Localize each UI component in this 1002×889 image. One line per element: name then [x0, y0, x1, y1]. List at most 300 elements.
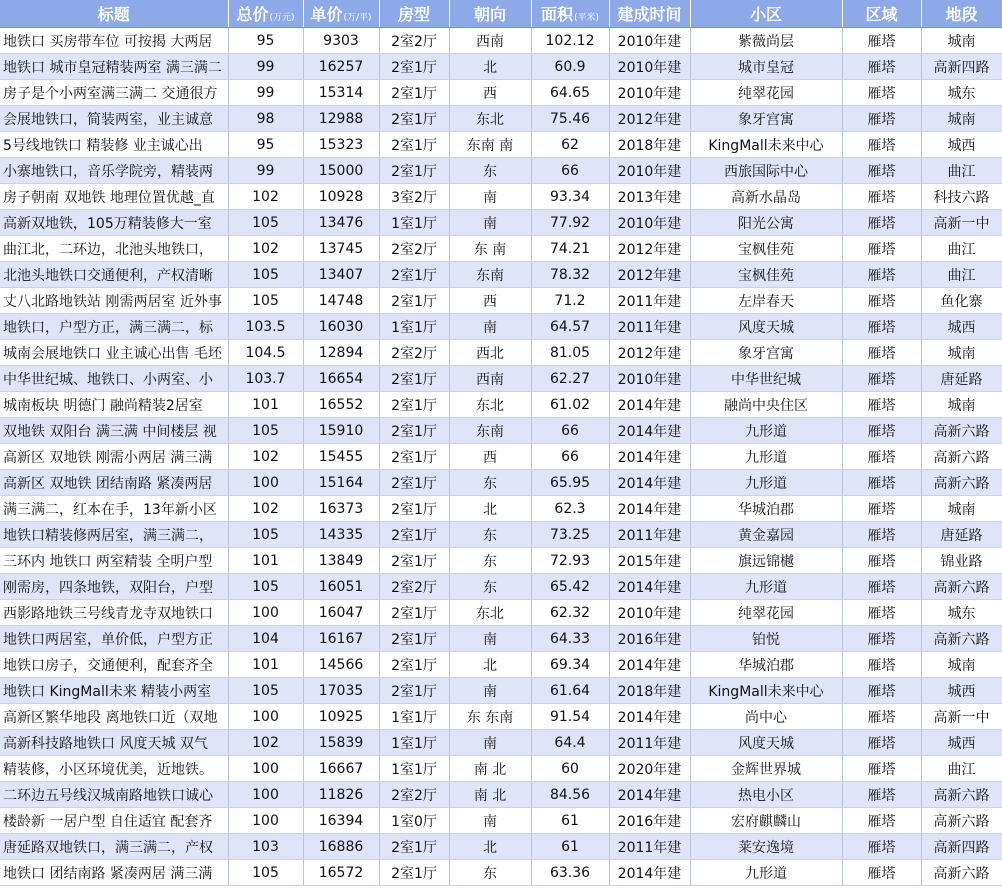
cell-total-price: 105	[228, 574, 303, 600]
cell-total-price: 102	[228, 184, 303, 210]
cell-orientation: 西	[449, 444, 531, 470]
table-row[interactable]	[0, 392, 1002, 418]
cell-community: 九形道	[690, 444, 842, 470]
cell-location: 高新六路	[921, 418, 1002, 444]
cell-unit-price: 13745	[303, 236, 379, 262]
cell-location: 唐延路	[921, 366, 1002, 392]
cell-community: 中华世纪城	[690, 366, 842, 392]
cell-layout: 2室2厅	[379, 574, 449, 600]
cell-total-price: 101	[228, 652, 303, 678]
cell-community: 尚中心	[690, 704, 842, 730]
cell-location: 高新六路	[921, 470, 1002, 496]
cell-location: 高新六路	[921, 860, 1002, 886]
cell-built: 2014年建	[609, 782, 690, 808]
table-row[interactable]	[0, 834, 1002, 860]
cell-community: 华城泊郡	[690, 496, 842, 522]
table-row[interactable]	[0, 132, 1002, 158]
cell-built: 2012年建	[609, 106, 690, 132]
cell-orientation: 西南	[449, 28, 531, 54]
table-row[interactable]	[0, 28, 1002, 54]
cell-built: 2014年建	[609, 418, 690, 444]
cell-district: 雁塔	[842, 808, 921, 834]
cell-orientation: 南 北	[449, 782, 531, 808]
cell-layout: 2室1厅	[379, 288, 449, 314]
cell-total-price: 104.5	[228, 340, 303, 366]
area-unit: (平米)	[573, 13, 600, 23]
cell-layout: 2室1厅	[379, 860, 449, 886]
cell-location: 鱼化寨	[921, 288, 1002, 314]
cell-layout: 2室1厅	[379, 522, 449, 548]
cell-area: 60	[531, 756, 609, 782]
cell-unit-price: 14335	[303, 522, 379, 548]
cell-location: 城南	[921, 392, 1002, 418]
cell-total-price: 99	[228, 54, 303, 80]
cell-orientation: 北	[449, 54, 531, 80]
cell-orientation: 西	[449, 80, 531, 106]
table-row[interactable]	[0, 626, 1002, 652]
cell-location: 高新六路	[921, 808, 1002, 834]
cell-orientation: 东北	[449, 106, 531, 132]
cell-unit-price: 13849	[303, 548, 379, 574]
cell-location: 高新六路	[921, 574, 1002, 600]
cell-total-price: 100	[228, 782, 303, 808]
cell-community: 九形道	[690, 574, 842, 600]
cell-title: 地铁口房子，交通便利，配套齐全	[0, 652, 228, 678]
cell-layout: 2室1厅	[379, 834, 449, 860]
cell-layout: 2室1厅	[379, 262, 449, 288]
cell-unit-price: 12894	[303, 340, 379, 366]
cell-total-price: 102	[228, 730, 303, 756]
cell-built: 2010年建	[609, 54, 690, 80]
cell-layout: 2室1厅	[379, 678, 449, 704]
cell-title: 地铁口，户型方正，满三满二，标	[0, 314, 228, 340]
cell-layout: 3室2厅	[379, 184, 449, 210]
cell-area: 74.21	[531, 236, 609, 262]
cell-total-price: 100	[228, 808, 303, 834]
cell-title: 地铁口精装修两居室，满三满二，	[0, 522, 228, 548]
cell-community: 城市皇冠	[690, 54, 842, 80]
cell-orientation: 南 北	[449, 756, 531, 782]
cell-district: 雁塔	[842, 366, 921, 392]
cell-district: 雁塔	[842, 132, 921, 158]
cell-community: 高新水晶岛	[690, 184, 842, 210]
cell-total-price: 99	[228, 158, 303, 184]
cell-layout: 2室1厅	[379, 418, 449, 444]
cell-district: 雁塔	[842, 236, 921, 262]
table-row[interactable]	[0, 158, 1002, 184]
cell-community: KingMall未来中心	[690, 132, 842, 158]
cell-unit-price: 15455	[303, 444, 379, 470]
table-row[interactable]	[0, 236, 1002, 262]
cell-location: 城西	[921, 132, 1002, 158]
cell-district: 雁塔	[842, 418, 921, 444]
cell-unit-price: 15164	[303, 470, 379, 496]
cell-layout: 2室2厅	[379, 236, 449, 262]
cell-built: 2016年建	[609, 626, 690, 652]
cell-district: 雁塔	[842, 106, 921, 132]
cell-area: 93.34	[531, 184, 609, 210]
col-header-orientation[interactable]: 朝向	[449, 0, 531, 28]
cell-built: 2010年建	[609, 210, 690, 236]
cell-built: 2018年建	[609, 132, 690, 158]
cell-location: 城西	[921, 678, 1002, 704]
cell-built: 2014年建	[609, 704, 690, 730]
cell-district: 雁塔	[842, 548, 921, 574]
cell-district: 雁塔	[842, 392, 921, 418]
cell-total-price: 105	[228, 678, 303, 704]
cell-area: 64.57	[531, 314, 609, 340]
cell-title: 5号线地铁口 精装修 业主诚心出	[0, 132, 228, 158]
cell-orientation: 南	[449, 210, 531, 236]
cell-area: 64.65	[531, 80, 609, 106]
cell-total-price: 105	[228, 860, 303, 886]
table-row[interactable]	[0, 418, 1002, 444]
header-row	[0, 0, 1002, 28]
cell-layout: 1室0厅	[379, 808, 449, 834]
cell-district: 雁塔	[842, 28, 921, 54]
cell-title: 高新区 双地铁 刚需小两居 满三满	[0, 444, 228, 470]
cell-orientation: 北	[449, 652, 531, 678]
cell-total-price: 105	[228, 210, 303, 236]
cell-community: 象牙宫寓	[690, 340, 842, 366]
cell-layout: 2室2厅	[379, 782, 449, 808]
cell-title: 会展地铁口，简装两室，业主诚意	[0, 106, 228, 132]
table-row[interactable]	[0, 262, 1002, 288]
cell-orientation: 西南	[449, 366, 531, 392]
cell-orientation: 东	[449, 522, 531, 548]
cell-title: 地铁口 城市皇冠精装两室 满三满二	[0, 54, 228, 80]
cell-built: 2012年建	[609, 236, 690, 262]
cell-title: 地铁口 KingMall未来 精装小两室	[0, 678, 228, 704]
cell-district: 雁塔	[842, 600, 921, 626]
table-row[interactable]	[0, 54, 1002, 80]
cell-area: 61.02	[531, 392, 609, 418]
table-row[interactable]	[0, 574, 1002, 600]
cell-unit-price: 14566	[303, 652, 379, 678]
cell-title: 北池头地铁口交通便利，产权清晰	[0, 262, 228, 288]
cell-unit-price: 17035	[303, 678, 379, 704]
cell-total-price: 100	[228, 470, 303, 496]
cell-title: 地铁口 团结南路 紧凑两居 满三满	[0, 860, 228, 886]
table-row[interactable]	[0, 80, 1002, 106]
cell-total-price: 99	[228, 80, 303, 106]
col-header-location[interactable]: 地段	[921, 0, 1002, 28]
cell-community: KingMall未来中心	[690, 678, 842, 704]
cell-layout: 2室2厅	[379, 340, 449, 366]
cell-community: 九形道	[690, 860, 842, 886]
cell-district: 雁塔	[842, 704, 921, 730]
col-header-unit-price[interactable]: 单价(万/平)	[303, 0, 379, 28]
cell-area: 66	[531, 418, 609, 444]
table-row[interactable]	[0, 860, 1002, 886]
cell-area: 65.42	[531, 574, 609, 600]
table-row[interactable]	[0, 314, 1002, 340]
cell-built: 2012年建	[609, 262, 690, 288]
cell-total-price: 98	[228, 106, 303, 132]
cell-total-price: 95	[228, 28, 303, 54]
cell-location: 城南	[921, 340, 1002, 366]
cell-area: 77.92	[531, 210, 609, 236]
table-row[interactable]	[0, 444, 1002, 470]
cell-location: 城南	[921, 106, 1002, 132]
cell-total-price: 101	[228, 392, 303, 418]
cell-total-price: 105	[228, 288, 303, 314]
cell-district: 雁塔	[842, 834, 921, 860]
cell-community: 华城泊郡	[690, 652, 842, 678]
cell-built: 2014年建	[609, 574, 690, 600]
cell-district: 雁塔	[842, 730, 921, 756]
cell-orientation: 东北	[449, 392, 531, 418]
cell-location: 曲江	[921, 236, 1002, 262]
cell-community: 旗远锦樾	[690, 548, 842, 574]
cell-area: 63.36	[531, 860, 609, 886]
cell-layout: 2室1厅	[379, 54, 449, 80]
cell-title: 二环边五号线汉城南路地铁口诚心	[0, 782, 228, 808]
cell-built: 2014年建	[609, 496, 690, 522]
cell-title: 城南板块 明德门 融尚精装2居室	[0, 392, 228, 418]
cell-total-price: 100	[228, 756, 303, 782]
cell-district: 雁塔	[842, 470, 921, 496]
table-row[interactable]	[0, 600, 1002, 626]
cell-community: 风度天城	[690, 314, 842, 340]
cell-orientation: 西	[449, 288, 531, 314]
cell-area: 62.32	[531, 600, 609, 626]
cell-built: 2018年建	[609, 678, 690, 704]
cell-total-price: 95	[228, 132, 303, 158]
cell-area: 62.3	[531, 496, 609, 522]
cell-unit-price: 16047	[303, 600, 379, 626]
cell-title: 三环内 地铁口 两室精装 全明户型	[0, 548, 228, 574]
cell-total-price: 102	[228, 236, 303, 262]
cell-area: 66	[531, 444, 609, 470]
col-header-built[interactable]: 建成时间	[609, 0, 690, 28]
table-row[interactable]	[0, 808, 1002, 834]
cell-title: 高新区 双地铁 团结南路 紧凑两居	[0, 470, 228, 496]
col-header-district[interactable]: 区域	[842, 0, 921, 28]
cell-total-price: 103.5	[228, 314, 303, 340]
cell-title: 精装修，小区环境优美，近地铁。	[0, 756, 228, 782]
cell-area: 72.93	[531, 548, 609, 574]
cell-area: 62.27	[531, 366, 609, 392]
cell-layout: 1室1厅	[379, 704, 449, 730]
cell-location: 城东	[921, 80, 1002, 106]
cell-orientation: 东	[449, 548, 531, 574]
total-price-unit: (万元)	[269, 13, 295, 23]
cell-area: 61.64	[531, 678, 609, 704]
cell-area: 61	[531, 808, 609, 834]
col-header-title[interactable]: 标题	[0, 0, 228, 28]
cell-layout: 2室1厅	[379, 496, 449, 522]
table-header	[0, 0, 1002, 28]
cell-community: 纯翠花园	[690, 600, 842, 626]
cell-area: 71.2	[531, 288, 609, 314]
cell-district: 雁塔	[842, 158, 921, 184]
table-row[interactable]	[0, 366, 1002, 392]
cell-total-price: 102	[228, 496, 303, 522]
cell-layout: 2室1厅	[379, 652, 449, 678]
cell-built: 2013年建	[609, 184, 690, 210]
cell-unit-price: 16667	[303, 756, 379, 782]
table-row[interactable]	[0, 704, 1002, 730]
col-header-total-price[interactable]: 总价(万元)	[228, 0, 303, 28]
cell-unit-price: 13476	[303, 210, 379, 236]
cell-title: 丈八北路地铁站 刚需两居室 近外事	[0, 288, 228, 314]
cell-orientation: 南	[449, 808, 531, 834]
cell-total-price: 103.7	[228, 366, 303, 392]
cell-district: 雁塔	[842, 678, 921, 704]
table-row[interactable]	[0, 340, 1002, 366]
unit-price-unit: (万/平)	[343, 13, 372, 23]
cell-total-price: 105	[228, 262, 303, 288]
table-row[interactable]	[0, 184, 1002, 210]
col-header-community[interactable]: 小区	[690, 0, 842, 28]
cell-unit-price: 16030	[303, 314, 379, 340]
cell-community: 九形道	[690, 418, 842, 444]
cell-built: 2010年建	[609, 158, 690, 184]
cell-orientation: 北	[449, 834, 531, 860]
cell-location: 高新六路	[921, 782, 1002, 808]
table-row[interactable]	[0, 782, 1002, 808]
cell-location: 唐延路	[921, 522, 1002, 548]
cell-community: 宝枫佳苑	[690, 262, 842, 288]
cell-unit-price: 15000	[303, 158, 379, 184]
cell-layout: 2室1厅	[379, 600, 449, 626]
cell-location: 城南	[921, 496, 1002, 522]
cell-area: 64.33	[531, 626, 609, 652]
cell-location: 城西	[921, 730, 1002, 756]
cell-total-price: 105	[228, 522, 303, 548]
cell-layout: 2室1厅	[379, 470, 449, 496]
cell-orientation: 东	[449, 470, 531, 496]
cell-total-price: 102	[228, 444, 303, 470]
cell-area: 62	[531, 132, 609, 158]
cell-community: 紫薇尚层	[690, 28, 842, 54]
cell-area: 78.32	[531, 262, 609, 288]
cell-district: 雁塔	[842, 574, 921, 600]
table-row[interactable]	[0, 210, 1002, 236]
cell-total-price: 104	[228, 626, 303, 652]
cell-total-price: 100	[228, 600, 303, 626]
cell-built: 2016年建	[609, 808, 690, 834]
cell-area: 81.05	[531, 340, 609, 366]
cell-district: 雁塔	[842, 444, 921, 470]
cell-title: 楼龄新 一居户型 自住适宜 配套齐	[0, 808, 228, 834]
cell-community: 金辉世界城	[690, 756, 842, 782]
table-row[interactable]	[0, 548, 1002, 574]
cell-district: 雁塔	[842, 522, 921, 548]
cell-layout: 1室1厅	[379, 730, 449, 756]
cell-area: 84.56	[531, 782, 609, 808]
cell-orientation: 南	[449, 314, 531, 340]
cell-location: 城东	[921, 600, 1002, 626]
cell-layout: 2室1厅	[379, 392, 449, 418]
cell-built: 2014年建	[609, 444, 690, 470]
table-row[interactable]	[0, 730, 1002, 756]
cell-unit-price: 10928	[303, 184, 379, 210]
cell-layout: 1室1厅	[379, 756, 449, 782]
cell-community: 融尚中央住区	[690, 392, 842, 418]
cell-total-price: 101	[228, 548, 303, 574]
cell-area: 60.9	[531, 54, 609, 80]
cell-district: 雁塔	[842, 288, 921, 314]
cell-unit-price: 10925	[303, 704, 379, 730]
cell-orientation: 东	[449, 158, 531, 184]
cell-layout: 1室1厅	[379, 210, 449, 236]
cell-unit-price: 16394	[303, 808, 379, 834]
cell-district: 雁塔	[842, 54, 921, 80]
cell-built: 2014年建	[609, 470, 690, 496]
table-row[interactable]	[0, 106, 1002, 132]
cell-title: 高新科技路地铁口 风度天城 双气	[0, 730, 228, 756]
table-row[interactable]	[0, 678, 1002, 704]
cell-area: 91.54	[531, 704, 609, 730]
cell-total-price: 105	[228, 418, 303, 444]
cell-layout: 1室1厅	[379, 314, 449, 340]
cell-title: 唐延路双地铁口，满三满二，产权	[0, 834, 228, 860]
table-row[interactable]	[0, 756, 1002, 782]
cell-built: 2011年建	[609, 314, 690, 340]
table-row[interactable]	[0, 288, 1002, 314]
cell-orientation: 北	[449, 496, 531, 522]
cell-area: 102.12	[531, 28, 609, 54]
cell-location: 城南	[921, 652, 1002, 678]
cell-community: 纯翠花园	[690, 80, 842, 106]
cell-community: 阳光公寓	[690, 210, 842, 236]
cell-unit-price: 14748	[303, 288, 379, 314]
table-row[interactable]	[0, 652, 1002, 678]
cell-district: 雁塔	[842, 860, 921, 886]
cell-title: 城南会展地铁口 业主诚心出售 毛坯	[0, 340, 228, 366]
cell-title: 刚需房，四条地铁，双阳台，户型	[0, 574, 228, 600]
cell-title: 满三满二，红本在手，13年新小区	[0, 496, 228, 522]
table-row[interactable]	[0, 522, 1002, 548]
cell-unit-price: 15839	[303, 730, 379, 756]
cell-unit-price: 16051	[303, 574, 379, 600]
cell-community: 九形道	[690, 470, 842, 496]
cell-orientation: 南	[449, 730, 531, 756]
cell-orientation: 东 东南	[449, 704, 531, 730]
cell-built: 2010年建	[609, 28, 690, 54]
cell-built: 2014年建	[609, 652, 690, 678]
cell-built: 2011年建	[609, 522, 690, 548]
cell-location: 城西	[921, 314, 1002, 340]
cell-area: 61	[531, 834, 609, 860]
col-header-layout[interactable]: 房型	[379, 0, 449, 28]
cell-title: 地铁口两居室，单价低，户型方正	[0, 626, 228, 652]
cell-unit-price: 16167	[303, 626, 379, 652]
cell-community: 宝枫佳苑	[690, 236, 842, 262]
cell-orientation: 东 南	[449, 236, 531, 262]
cell-area: 64.4	[531, 730, 609, 756]
cell-community: 象牙宫寓	[690, 106, 842, 132]
cell-community: 黄金嘉园	[690, 522, 842, 548]
cell-layout: 2室1厅	[379, 444, 449, 470]
cell-district: 雁塔	[842, 262, 921, 288]
cell-unit-price: 16552	[303, 392, 379, 418]
table-row[interactable]	[0, 470, 1002, 496]
cell-community: 莱安逸境	[690, 834, 842, 860]
cell-built: 2011年建	[609, 730, 690, 756]
cell-area: 69.34	[531, 652, 609, 678]
cell-orientation: 南	[449, 626, 531, 652]
cell-title: 房子朝南 双地铁 地理位置优越_直	[0, 184, 228, 210]
cell-title: 小寨地铁口，音乐学院旁，精装两	[0, 158, 228, 184]
cell-district: 雁塔	[842, 626, 921, 652]
col-header-area[interactable]: 面积(平米)	[531, 0, 609, 28]
cell-community: 左岸春天	[690, 288, 842, 314]
table-row[interactable]	[0, 496, 1002, 522]
cell-area: 73.25	[531, 522, 609, 548]
